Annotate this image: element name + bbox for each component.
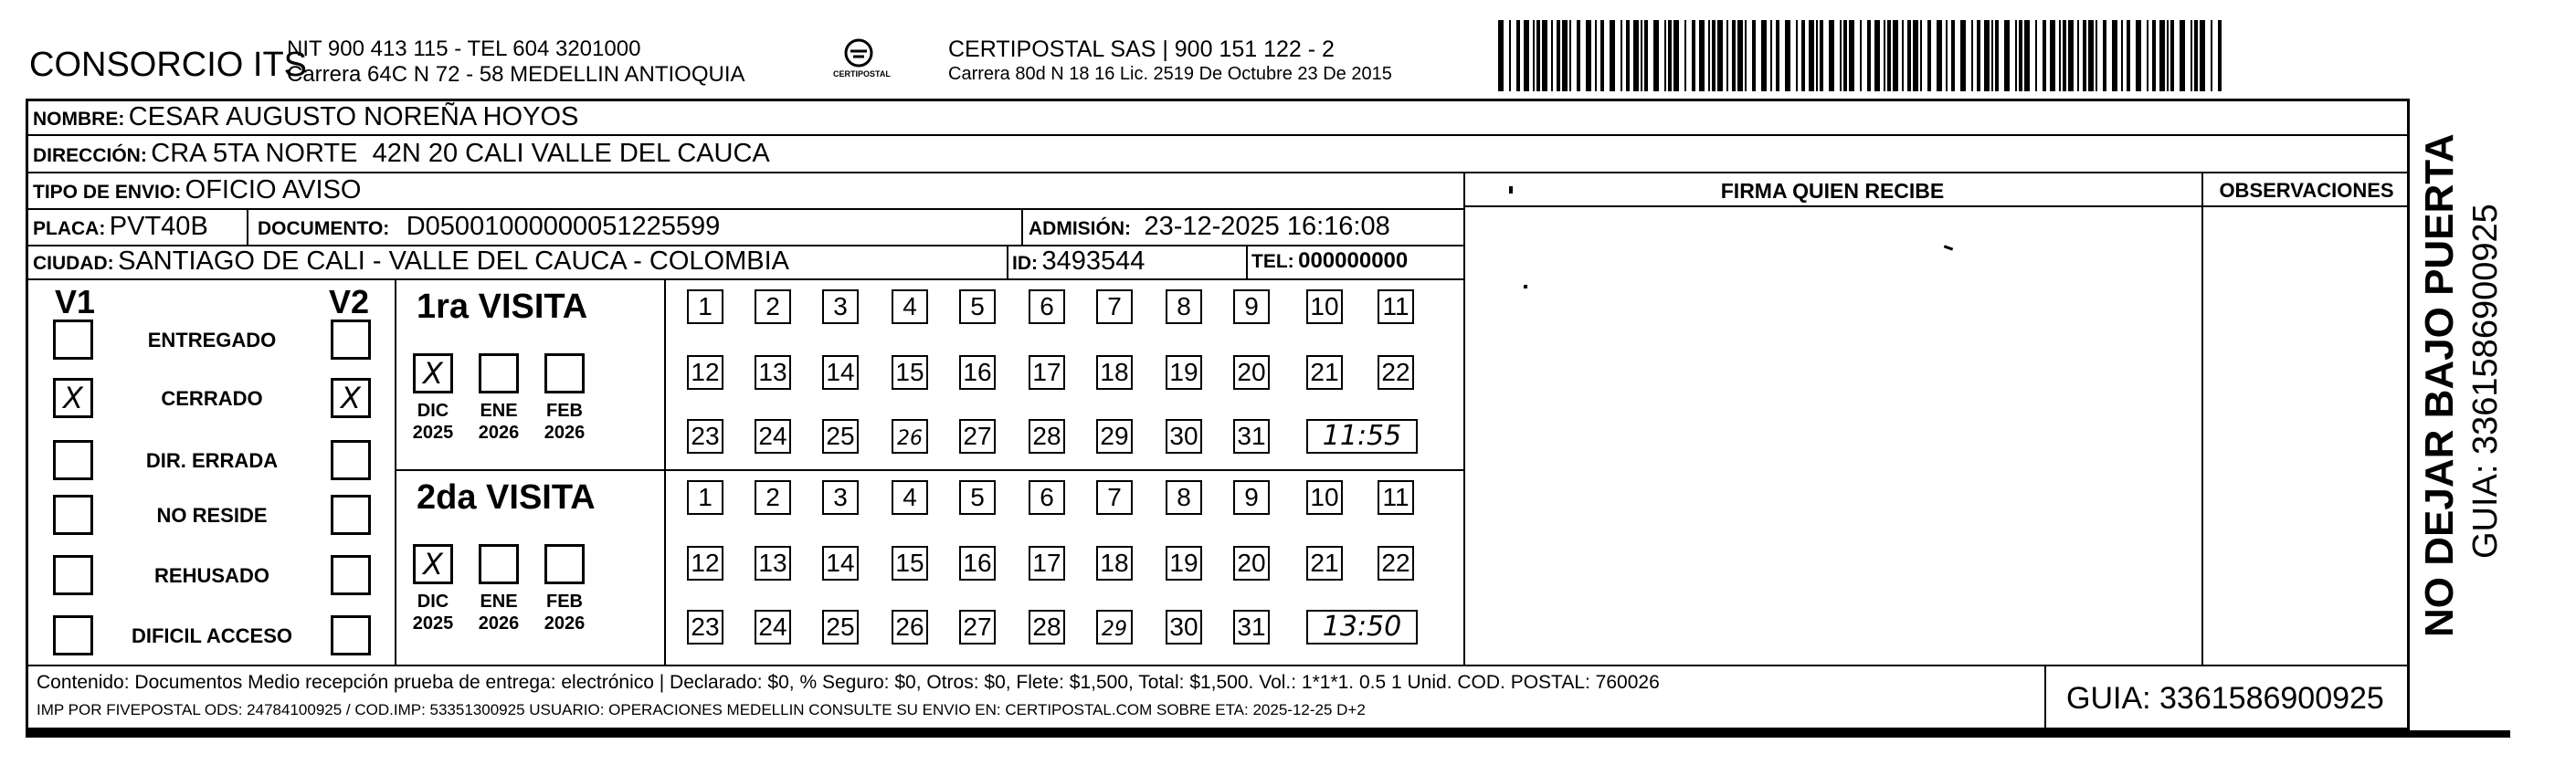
nombre-value: CESAR AUGUSTO NOREÑA HOYOS	[128, 102, 579, 131]
day-box[interactable]	[755, 610, 791, 644]
day-number: 31	[1237, 422, 1266, 450]
day-box[interactable]	[1378, 355, 1414, 390]
footer-guia: GUIA: 3361586900925	[2066, 681, 2384, 716]
day-number: 6	[1040, 483, 1054, 511]
day-number: 22	[1381, 549, 1410, 577]
day-number: 25	[826, 613, 855, 641]
month-checkbox[interactable]	[413, 544, 453, 584]
day-number: 29	[1102, 618, 1127, 641]
month-checkbox[interactable]	[479, 353, 519, 393]
certipostal-logo-text: CERTIPOSTAL	[833, 69, 891, 79]
v2-header: V2	[329, 283, 370, 320]
id-value: 3493544	[1041, 246, 1145, 276]
day-number: 23	[691, 613, 720, 641]
certipostal-logo-icon	[831, 33, 886, 88]
side-guia: GUIA: 3361586900925	[2466, 204, 2505, 559]
placa-value: PVT40B	[109, 212, 208, 241]
day-box[interactable]	[1029, 289, 1065, 324]
day-box[interactable]	[892, 419, 928, 454]
day-box[interactable]	[687, 546, 723, 581]
day-box[interactable]	[959, 480, 996, 515]
v1-checkbox[interactable]	[53, 440, 93, 480]
day-box[interactable]	[1306, 289, 1343, 324]
documento-value: D05001000000051225599	[406, 212, 721, 241]
day-box[interactable]	[959, 546, 996, 581]
firma-header: FIRMA QUIEN RECIBE	[1720, 179, 1945, 203]
footer-line2: IMP POR FIVEPOSTAL ODS: 24784100925 / COD.IMP: 53351300925 USUARIO: OPERACIONES MEDELLIN CONSULTE SU ENVIO EN: CERTIPOSTAL.COM SOBRE ETA: 2025-12-25 D+2	[37, 701, 1366, 718]
v1-checkbox[interactable]	[53, 495, 93, 535]
day-number: 13	[758, 358, 787, 386]
day-number: 2	[765, 292, 780, 320]
day-box[interactable]	[822, 480, 859, 515]
v2-checkbox[interactable]	[331, 555, 371, 595]
day-number: 11	[1382, 292, 1409, 320]
day-box[interactable]	[755, 546, 791, 581]
day-box[interactable]	[822, 289, 859, 324]
day-box[interactable]	[892, 546, 928, 581]
v2-checkbox-mark: X	[341, 381, 361, 415]
tipo-envio-label: TIPO DE ENVIO:	[33, 182, 182, 203]
day-number: 26	[895, 613, 924, 641]
day-number: 9	[1244, 292, 1259, 320]
day-number: 4	[903, 483, 917, 511]
day-box[interactable]	[687, 419, 723, 454]
day-box[interactable]	[892, 610, 928, 644]
day-number: 19	[1169, 549, 1198, 577]
day-number: 23	[691, 422, 720, 450]
day-number: 10	[1310, 483, 1339, 511]
day-number: 21	[1310, 358, 1339, 386]
day-number: 31	[1237, 613, 1266, 641]
day-number: 11	[1382, 483, 1409, 511]
day-number: 3	[833, 483, 848, 511]
day-number: 16	[963, 549, 992, 577]
month-year: 2026	[544, 613, 586, 634]
v2-checkbox[interactable]	[331, 378, 371, 418]
day-number: 9	[1244, 483, 1259, 511]
day-box[interactable]	[687, 480, 723, 515]
day-number: 16	[963, 358, 992, 386]
day-box[interactable]	[892, 289, 928, 324]
day-number: 30	[1169, 422, 1198, 450]
day-number: 12	[691, 549, 720, 577]
day-number: 5	[970, 483, 985, 511]
v2-checkbox[interactable]	[331, 495, 371, 535]
signature-mark	[1524, 285, 1527, 288]
month-checkbox[interactable]	[544, 544, 585, 584]
visit-time-box[interactable]	[1306, 419, 1418, 454]
day-number: 6	[1040, 292, 1054, 320]
day-box[interactable]	[687, 289, 723, 324]
day-number: 28	[1032, 613, 1061, 641]
day-box[interactable]	[1306, 546, 1343, 581]
v1-checkbox[interactable]	[53, 320, 93, 360]
visit-time: 11:55	[1322, 420, 1402, 452]
day-number: 1	[698, 483, 713, 511]
barcode	[1498, 20, 2229, 91]
month-checkbox-mark: X	[423, 356, 443, 391]
day-number: 4	[903, 292, 917, 320]
day-number: 27	[963, 613, 992, 641]
day-number: 20	[1237, 358, 1266, 386]
day-number: 19	[1169, 358, 1198, 386]
documento-label: DOCUMENTO:	[258, 218, 390, 239]
placa-label: PLACA:	[33, 218, 106, 239]
day-box[interactable]	[822, 355, 859, 390]
day-number: 24	[758, 422, 787, 450]
day-number: 22	[1381, 358, 1410, 386]
status-label: DIFICIL ACCESO	[131, 624, 292, 647]
day-number: 15	[895, 549, 924, 577]
certipostal-info-line1: CERTIPOSTAL SAS | 900 151 122 - 2	[948, 37, 1335, 62]
day-number: 12	[691, 358, 720, 386]
day-box[interactable]	[1306, 480, 1343, 515]
day-box[interactable]	[959, 289, 996, 324]
visit-time: 13:50	[1322, 611, 1402, 643]
footer-line1: Contenido: Documentos Medio recepción prueba de entrega: electrónico | Declarado: $0, % Seguro: $0, Otros: $0, Flete: $1,500, Total: $1,500. Vol.: 1*1*1. 0.5 1 Unid. COD. POSTAL: 760026	[37, 672, 1660, 693]
day-box[interactable]	[1096, 480, 1133, 515]
day-number: 8	[1177, 292, 1191, 320]
day-box[interactable]	[1096, 610, 1133, 644]
status-label: CERRADO	[161, 387, 263, 410]
day-box[interactable]	[1378, 289, 1414, 324]
day-box[interactable]	[1233, 289, 1270, 324]
admision-value: 23-12-2025 16:16:08	[1144, 212, 1390, 241]
day-box[interactable]	[1166, 289, 1202, 324]
day-number: 24	[758, 613, 787, 641]
day-number: 1	[698, 292, 713, 320]
month-year: 2025	[412, 423, 454, 443]
v2-checkbox[interactable]	[331, 440, 371, 480]
day-box[interactable]	[1166, 546, 1202, 581]
visit-time-box[interactable]	[1306, 610, 1418, 644]
day-number: 26	[897, 427, 923, 450]
bottom-shadow	[26, 730, 2510, 738]
day-box[interactable]	[1096, 546, 1133, 581]
observaciones-header: OBSERVACIONES	[2219, 179, 2394, 202]
direccion-label: DIRECCIÓN:	[33, 145, 147, 166]
day-box[interactable]	[1166, 355, 1202, 390]
status-label: ENTREGADO	[147, 329, 277, 351]
month-year: 2026	[478, 613, 520, 634]
v1-checkbox-mark: X	[63, 381, 83, 415]
day-number: 17	[1032, 358, 1061, 386]
visit-title: 2da VISITA	[417, 478, 596, 517]
day-box[interactable]	[1306, 355, 1343, 390]
v1-checkbox[interactable]	[53, 378, 93, 418]
month-checkbox[interactable]	[413, 353, 453, 393]
day-box[interactable]	[1166, 610, 1202, 644]
day-box[interactable]	[755, 419, 791, 454]
day-box[interactable]	[1233, 546, 1270, 581]
day-number: 8	[1177, 483, 1191, 511]
day-box[interactable]	[892, 355, 928, 390]
company-address: Carrera 64C N 72 - 58 MEDELLIN ANTIOQUIA	[287, 62, 745, 87]
day-box[interactable]	[1029, 355, 1065, 390]
day-box[interactable]	[1233, 610, 1270, 644]
tel-label: TEL:	[1251, 251, 1294, 272]
day-number: 15	[895, 358, 924, 386]
admision-label: ADMISIÓN:	[1029, 218, 1131, 239]
day-number: 28	[1032, 422, 1061, 450]
month-name: ENE	[480, 592, 518, 612]
day-box[interactable]	[1166, 480, 1202, 515]
month-year: 2025	[412, 613, 454, 634]
day-number: 18	[1100, 549, 1129, 577]
day-number: 14	[826, 549, 855, 577]
company-nit-tel: NIT 900 413 115 - TEL 604 3201000	[287, 37, 641, 61]
certipostal-info-line2: Carrera 80d N 18 16 Lic. 2519 De Octubre 23 De 2015	[948, 64, 1392, 84]
day-box[interactable]	[1096, 355, 1133, 390]
day-box[interactable]	[1378, 546, 1414, 581]
day-box[interactable]	[1096, 289, 1133, 324]
status-label: NO RESIDE	[156, 504, 268, 527]
day-number: 27	[963, 422, 992, 450]
day-number: 14	[826, 358, 855, 386]
status-label: REHUSADO	[154, 564, 269, 587]
v1-header: V1	[55, 283, 96, 320]
day-box[interactable]	[822, 610, 859, 644]
month-name: FEB	[546, 401, 583, 421]
month-name: DIC	[417, 401, 449, 421]
ciudad-label: CIUDAD:	[33, 253, 114, 274]
day-box[interactable]	[1233, 355, 1270, 390]
company-name: CONSORCIO ITS	[29, 46, 308, 84]
day-box[interactable]	[892, 480, 928, 515]
id-label: ID:	[1012, 253, 1038, 274]
status-label: DIR. ERRADA	[145, 449, 279, 472]
day-box[interactable]	[755, 355, 791, 390]
v2-checkbox[interactable]	[331, 320, 371, 360]
signature-mark	[1509, 186, 1513, 194]
day-box[interactable]	[687, 610, 723, 644]
day-box[interactable]	[1029, 546, 1065, 581]
visit-title: 1ra VISITA	[417, 288, 588, 326]
day-box[interactable]	[755, 480, 791, 515]
day-number: 25	[826, 422, 855, 450]
day-box[interactable]	[1233, 419, 1270, 454]
day-box[interactable]	[1029, 419, 1065, 454]
v1-checkbox[interactable]	[53, 615, 93, 655]
day-number: 29	[1100, 422, 1129, 450]
ciudad-value: SANTIAGO DE CALI - VALLE DEL CAUCA - COLOMBIA	[118, 246, 789, 276]
day-box[interactable]	[959, 610, 996, 644]
month-year: 2026	[478, 423, 520, 443]
month-checkbox[interactable]	[544, 353, 585, 393]
day-box[interactable]	[1029, 610, 1065, 644]
day-box[interactable]	[1233, 480, 1270, 515]
day-box[interactable]	[822, 546, 859, 581]
day-box[interactable]	[822, 419, 859, 454]
day-box[interactable]	[959, 419, 996, 454]
no-dejar-bajo-puerta: NO DEJAR BAJO PUERTA	[2417, 133, 2462, 637]
direccion-value: CRA 5TA NORTE 42N 20 CALI VALLE DEL CAUCA	[151, 139, 770, 168]
month-name: ENE	[480, 401, 518, 421]
day-number: 5	[970, 292, 985, 320]
v2-checkbox[interactable]	[331, 615, 371, 655]
day-number: 20	[1237, 549, 1266, 577]
day-number: 7	[1107, 483, 1122, 511]
day-box[interactable]	[1378, 480, 1414, 515]
month-checkbox-mark: X	[423, 547, 443, 582]
day-box[interactable]	[1029, 480, 1065, 515]
tel-value: 000000000	[1298, 248, 1409, 273]
day-number: 7	[1107, 292, 1122, 320]
month-name: DIC	[417, 592, 449, 612]
day-number: 18	[1100, 358, 1129, 386]
month-year: 2026	[544, 423, 586, 443]
day-number: 2	[765, 483, 780, 511]
tipo-envio-value: OFICIO AVISO	[185, 175, 362, 204]
day-box[interactable]	[959, 355, 996, 390]
day-box[interactable]	[687, 355, 723, 390]
nombre-label: NOMBRE:	[33, 109, 125, 130]
day-box[interactable]	[1096, 419, 1133, 454]
day-number: 21	[1310, 549, 1339, 577]
day-box[interactable]	[755, 289, 791, 324]
day-number: 17	[1032, 549, 1061, 577]
day-number: 13	[758, 549, 787, 577]
day-number: 10	[1310, 292, 1339, 320]
day-number: 3	[833, 292, 848, 320]
month-checkbox[interactable]	[479, 544, 519, 584]
day-number: 30	[1169, 613, 1198, 641]
month-name: FEB	[546, 592, 583, 612]
v1-checkbox[interactable]	[53, 555, 93, 595]
day-box[interactable]	[1166, 419, 1202, 454]
